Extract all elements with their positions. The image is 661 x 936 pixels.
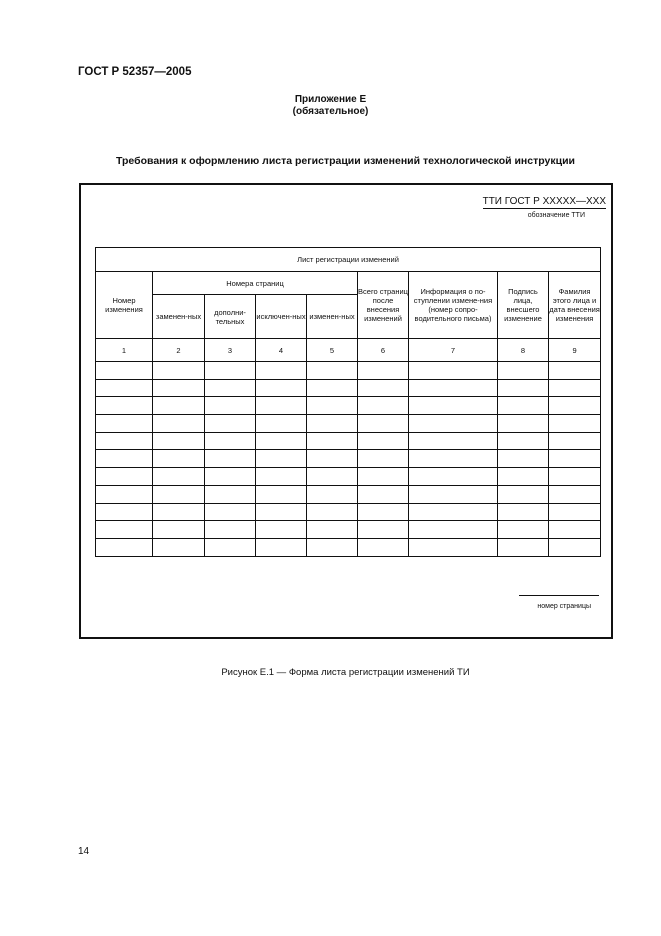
table-cell: [96, 362, 153, 380]
table-cell: [153, 503, 205, 521]
table-cell: [549, 415, 601, 433]
table-cell: [498, 432, 549, 450]
section-heading: Требования к оформлению листа регистрации изменений технологической инструкции: [115, 155, 575, 167]
column-number: 6: [358, 339, 409, 362]
table-cell: [358, 432, 409, 450]
table-cell: [358, 415, 409, 433]
table-body: [96, 362, 601, 557]
table-cell: [498, 362, 549, 380]
table-cell: [307, 503, 358, 521]
table-cell: [256, 397, 307, 415]
page-number-line: [519, 595, 599, 596]
table-cell: [96, 397, 153, 415]
table-cell: [96, 450, 153, 468]
table-cell: [205, 432, 256, 450]
header-added: дополни-тельных: [205, 295, 256, 339]
column-number: 2: [153, 339, 205, 362]
table-cell: [153, 432, 205, 450]
tti-caption: обозначение ТТИ: [527, 212, 585, 219]
table-cell: [358, 362, 409, 380]
header-change-number: Номер изменения: [96, 272, 153, 339]
table-cell: [205, 397, 256, 415]
table-cell: [498, 538, 549, 556]
header-total-pages: Всего страниц после внесения изменений: [358, 272, 409, 339]
table-cell: [205, 415, 256, 433]
table-cell: [256, 521, 307, 539]
tti-code: ТТИ ГОСТ Р ХХХХХ—ХХХ: [482, 196, 606, 207]
table-cell: [96, 468, 153, 486]
table-cell: [307, 397, 358, 415]
table-cell: [409, 538, 498, 556]
table-cell: [307, 521, 358, 539]
table-cell: [307, 362, 358, 380]
table-cell: [256, 485, 307, 503]
table-cell: [96, 485, 153, 503]
table-cell: [307, 432, 358, 450]
appendix-heading: [0, 94, 661, 118]
table-cell: [409, 485, 498, 503]
table-cell: [205, 468, 256, 486]
table-cell: [153, 485, 205, 503]
table-cell: [409, 468, 498, 486]
appendix-status: (обязательное): [292, 106, 369, 117]
table-row: [96, 362, 601, 380]
table-cell: [153, 521, 205, 539]
table-cell: [549, 485, 601, 503]
table-cell: [153, 379, 205, 397]
table-cell: [358, 397, 409, 415]
table-cell: [549, 397, 601, 415]
table-cell: [358, 503, 409, 521]
table-cell: [498, 485, 549, 503]
table-cell: [256, 538, 307, 556]
column-number-row: [96, 339, 601, 362]
table-cell: [307, 468, 358, 486]
table-cell: [256, 503, 307, 521]
table-cell: [153, 362, 205, 380]
table-cell: [205, 362, 256, 380]
table-cell: [307, 379, 358, 397]
page-number: 14: [78, 846, 90, 857]
table-cell: [256, 468, 307, 486]
table-row: [96, 468, 601, 486]
table-cell: [549, 450, 601, 468]
table-cell: [409, 432, 498, 450]
table-cell: [96, 521, 153, 539]
table-cell: [409, 503, 498, 521]
table-row: [96, 485, 601, 503]
table-cell: [358, 379, 409, 397]
table-cell: [96, 432, 153, 450]
table-cell: [409, 362, 498, 380]
header-change-info: Информация о по-ступлении измене-ния (номер сопро-водительного письма): [409, 272, 498, 339]
table-cell: [205, 503, 256, 521]
table-cell: [205, 521, 256, 539]
table-cell: [205, 450, 256, 468]
table-cell: [96, 379, 153, 397]
table-cell: [153, 538, 205, 556]
column-number: 8: [498, 339, 549, 362]
table-cell: [498, 379, 549, 397]
table-row: [96, 415, 601, 433]
column-number: 9: [549, 339, 601, 362]
table-cell: [205, 538, 256, 556]
table-cell: [549, 503, 601, 521]
table-cell: [498, 415, 549, 433]
appendix-title: Приложение Е: [294, 94, 367, 105]
table-row: [96, 450, 601, 468]
figure-caption: Рисунок Е.1 — Форма листа регистрации изменений ТИ: [221, 667, 470, 678]
table-cell: [256, 379, 307, 397]
table-cell: [358, 485, 409, 503]
header-changed: изменен-ных: [307, 295, 358, 339]
table-cell: [96, 538, 153, 556]
change-registration-table: [95, 247, 601, 557]
table-row: [96, 521, 601, 539]
page-number-caption: номер страницы: [537, 603, 591, 610]
table-cell: [96, 415, 153, 433]
table-cell: [358, 538, 409, 556]
table-title: Лист регистрации изменений: [96, 248, 601, 272]
table-cell: [409, 415, 498, 433]
column-number: 1: [96, 339, 153, 362]
table-cell: [153, 450, 205, 468]
table-cell: [549, 468, 601, 486]
table-cell: [307, 415, 358, 433]
table-cell: [409, 521, 498, 539]
table-cell: [153, 468, 205, 486]
header-replaced: заменен-ных: [153, 295, 205, 339]
table-cell: [549, 432, 601, 450]
table-cell: [205, 379, 256, 397]
document-code: ГОСТ Р 52357—2005: [78, 66, 192, 78]
table-row: [96, 379, 601, 397]
table-cell: [498, 503, 549, 521]
table-cell: [256, 450, 307, 468]
table-row: [96, 503, 601, 521]
column-number: 4: [256, 339, 307, 362]
table-row: [96, 538, 601, 556]
table-cell: [307, 485, 358, 503]
table-row: [96, 432, 601, 450]
header-signature: Подпись лица, внесшего изменение: [498, 272, 549, 339]
table-cell: [409, 379, 498, 397]
table-cell: [549, 362, 601, 380]
form-frame: [79, 183, 613, 639]
table-cell: [205, 485, 256, 503]
table-cell: [96, 503, 153, 521]
column-number: 7: [409, 339, 498, 362]
table-row: [96, 397, 601, 415]
table-cell: [153, 397, 205, 415]
table-cell: [498, 521, 549, 539]
column-number: 3: [205, 339, 256, 362]
column-number: 5: [307, 339, 358, 362]
table-cell: [498, 468, 549, 486]
table-cell: [409, 450, 498, 468]
table-cell: [498, 450, 549, 468]
table-cell: [409, 397, 498, 415]
table-cell: [256, 432, 307, 450]
header-name-date: Фамилия этого лица и дата внесения изменения: [549, 272, 601, 339]
table-cell: [256, 362, 307, 380]
table-cell: [498, 397, 549, 415]
table-cell: [549, 521, 601, 539]
table-cell: [153, 415, 205, 433]
table-cell: [358, 468, 409, 486]
table-cell: [256, 415, 307, 433]
header-excluded: исключен-ных: [256, 295, 307, 339]
table-cell: [358, 450, 409, 468]
table-cell: [358, 521, 409, 539]
table-cell: [549, 538, 601, 556]
header-page-numbers: Номера страниц: [153, 272, 358, 295]
table-cell: [307, 450, 358, 468]
table-cell: [307, 538, 358, 556]
table-cell: [549, 379, 601, 397]
